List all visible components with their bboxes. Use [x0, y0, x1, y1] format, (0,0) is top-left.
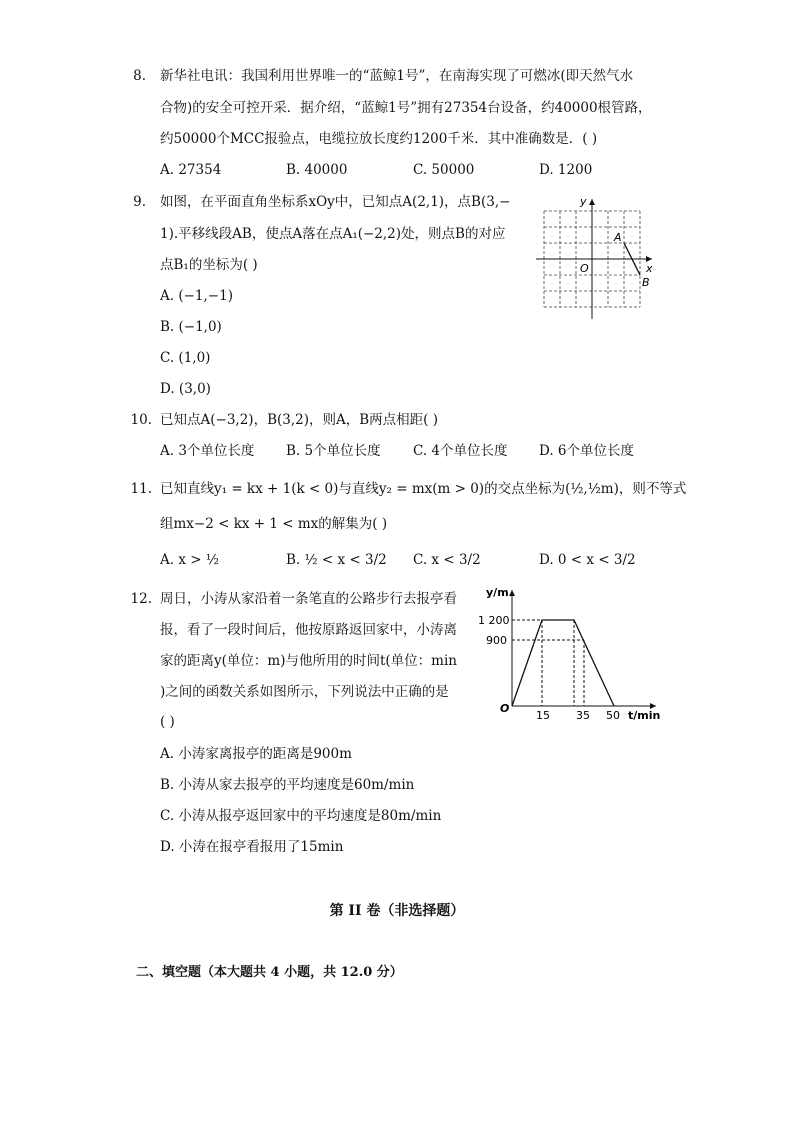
q9-point-a-label: A — [614, 231, 622, 244]
q12-line-5: ( ) — [160, 714, 175, 730]
q8-number: 8. — [133, 68, 146, 84]
q12-option-a[interactable]: A. 小涛家离报亭的距离是900m — [160, 746, 352, 762]
q10-line-1: 已知点A(−3,2)，B(3,2)，则A，B两点相距( ) — [160, 412, 438, 428]
q12-xtick-50: 50 — [606, 709, 620, 722]
q9-number: 9. — [133, 194, 146, 210]
q11-option-c[interactable]: C. x < 3/2 — [413, 552, 481, 568]
q11-line-1: 已知直线y₁ = kx + 1(k < 0)与直线y₂ = mx(m > 0)的交点坐标为(½,½m)，则不等式 — [160, 481, 687, 497]
q10-option-c[interactable]: C. 4个单位长度 — [413, 443, 508, 459]
q11-option-a[interactable]: A. x > ½ — [160, 552, 219, 568]
q9-coordinate-figure — [530, 193, 665, 323]
q9-option-d[interactable]: D. (3,0) — [160, 381, 211, 397]
q8-option-d[interactable]: D. 1200 — [539, 162, 593, 178]
q12-line-1: 周日，小涛从家沿着一条笔直的公路步行去报亭看 — [160, 591, 457, 607]
q12-y-arrow — [509, 590, 515, 596]
q12-line-4: )之间的函数关系如图所示，下列说法中正确的是 — [160, 684, 449, 700]
q12-y-label: y/m — [486, 586, 509, 599]
q9-option-b[interactable]: B. (−1,0) — [160, 319, 222, 335]
q12-ytick-900: 900 — [486, 634, 507, 647]
q8-line-1: 新华社电讯：我国利用世界唯一的“蓝鲸1号”，在南海实现了可燃冰(即天然气水 — [160, 68, 634, 84]
q9-option-c[interactable]: C. (1,0) — [160, 350, 211, 366]
q12-t-label: t/min — [628, 709, 661, 722]
part2-title: 第 II 卷（非选择题） — [329, 903, 465, 919]
q10-option-d[interactable]: D. 6个单位长度 — [539, 443, 635, 459]
q8-option-b[interactable]: B. 40000 — [286, 162, 348, 178]
q9-origin-label: O — [580, 262, 589, 275]
q12-distance-time-graph — [478, 584, 663, 724]
q9-y-arrow — [589, 199, 595, 205]
q11-line-2: 组mx−2 < kx + 1 < mx的解集为( ) — [160, 516, 388, 532]
q12-guides — [512, 620, 584, 706]
q10-option-b[interactable]: B. 5个单位长度 — [286, 443, 381, 459]
q9-x-label: x — [646, 262, 653, 275]
q8-line-3: 约50000个MCC报验点，电缆拉放长度约1200千米．其中准确数是．( ) — [160, 131, 598, 147]
q12-origin-label: O — [500, 702, 510, 715]
q12-xtick-35: 35 — [576, 709, 590, 722]
q12-line-3: 家的距离y(单位：m)与他所用的时间t(单位：min — [160, 653, 457, 669]
q9-line-2: 1).平移线段AB，使点A落在点A₁(−2,2)处，则点B的对应 — [160, 226, 506, 242]
q12-line-2: 报，看了一段时间后，他按原路返回家中，小涛离 — [160, 622, 457, 638]
q9-option-a[interactable]: A. (−1,−1) — [160, 288, 233, 304]
section2-title: 二、填空题（本大题共 4 小题，共 12.0 分） — [136, 965, 403, 980]
q9-y-label: y — [580, 195, 587, 208]
q12-option-b[interactable]: B. 小涛从家去报亭的平均速度是60m/min — [160, 777, 415, 793]
q8-option-a[interactable]: A. 27354 — [160, 162, 222, 178]
q12-option-d[interactable]: D. 小涛在报亭看报用了15min — [160, 839, 344, 855]
q12-ytick-1200: 1 200 — [478, 614, 510, 627]
q12-number: 12. — [130, 591, 152, 607]
q9-point-b-label: B — [642, 276, 650, 289]
q11-number: 11. — [130, 481, 152, 497]
q9-line-3: 点B₁的坐标为( ) — [160, 257, 258, 273]
q10-option-a[interactable]: A. 3个单位长度 — [160, 443, 255, 459]
q12-graph-line — [512, 620, 614, 706]
q12-xtick-15: 15 — [536, 709, 550, 722]
q12-option-c[interactable]: C. 小涛从报亭返回家中的平均速度是80m/min — [160, 808, 442, 824]
q8-line-2: 合物)的安全可控开采．据介绍，“蓝鲸1号”拥有27354台设备，约40000根管路， — [160, 100, 652, 116]
q10-number: 10. — [130, 412, 152, 428]
q9-line-1: 如图，在平面直角坐标系xOy中，已知点A(2,1)，点B(3,− — [160, 194, 511, 210]
q8-option-c[interactable]: C. 50000 — [413, 162, 475, 178]
q11-option-b[interactable]: B. ½ < x < 3/2 — [286, 552, 387, 568]
q11-option-d[interactable]: D. 0 < x < 3/2 — [539, 552, 636, 568]
